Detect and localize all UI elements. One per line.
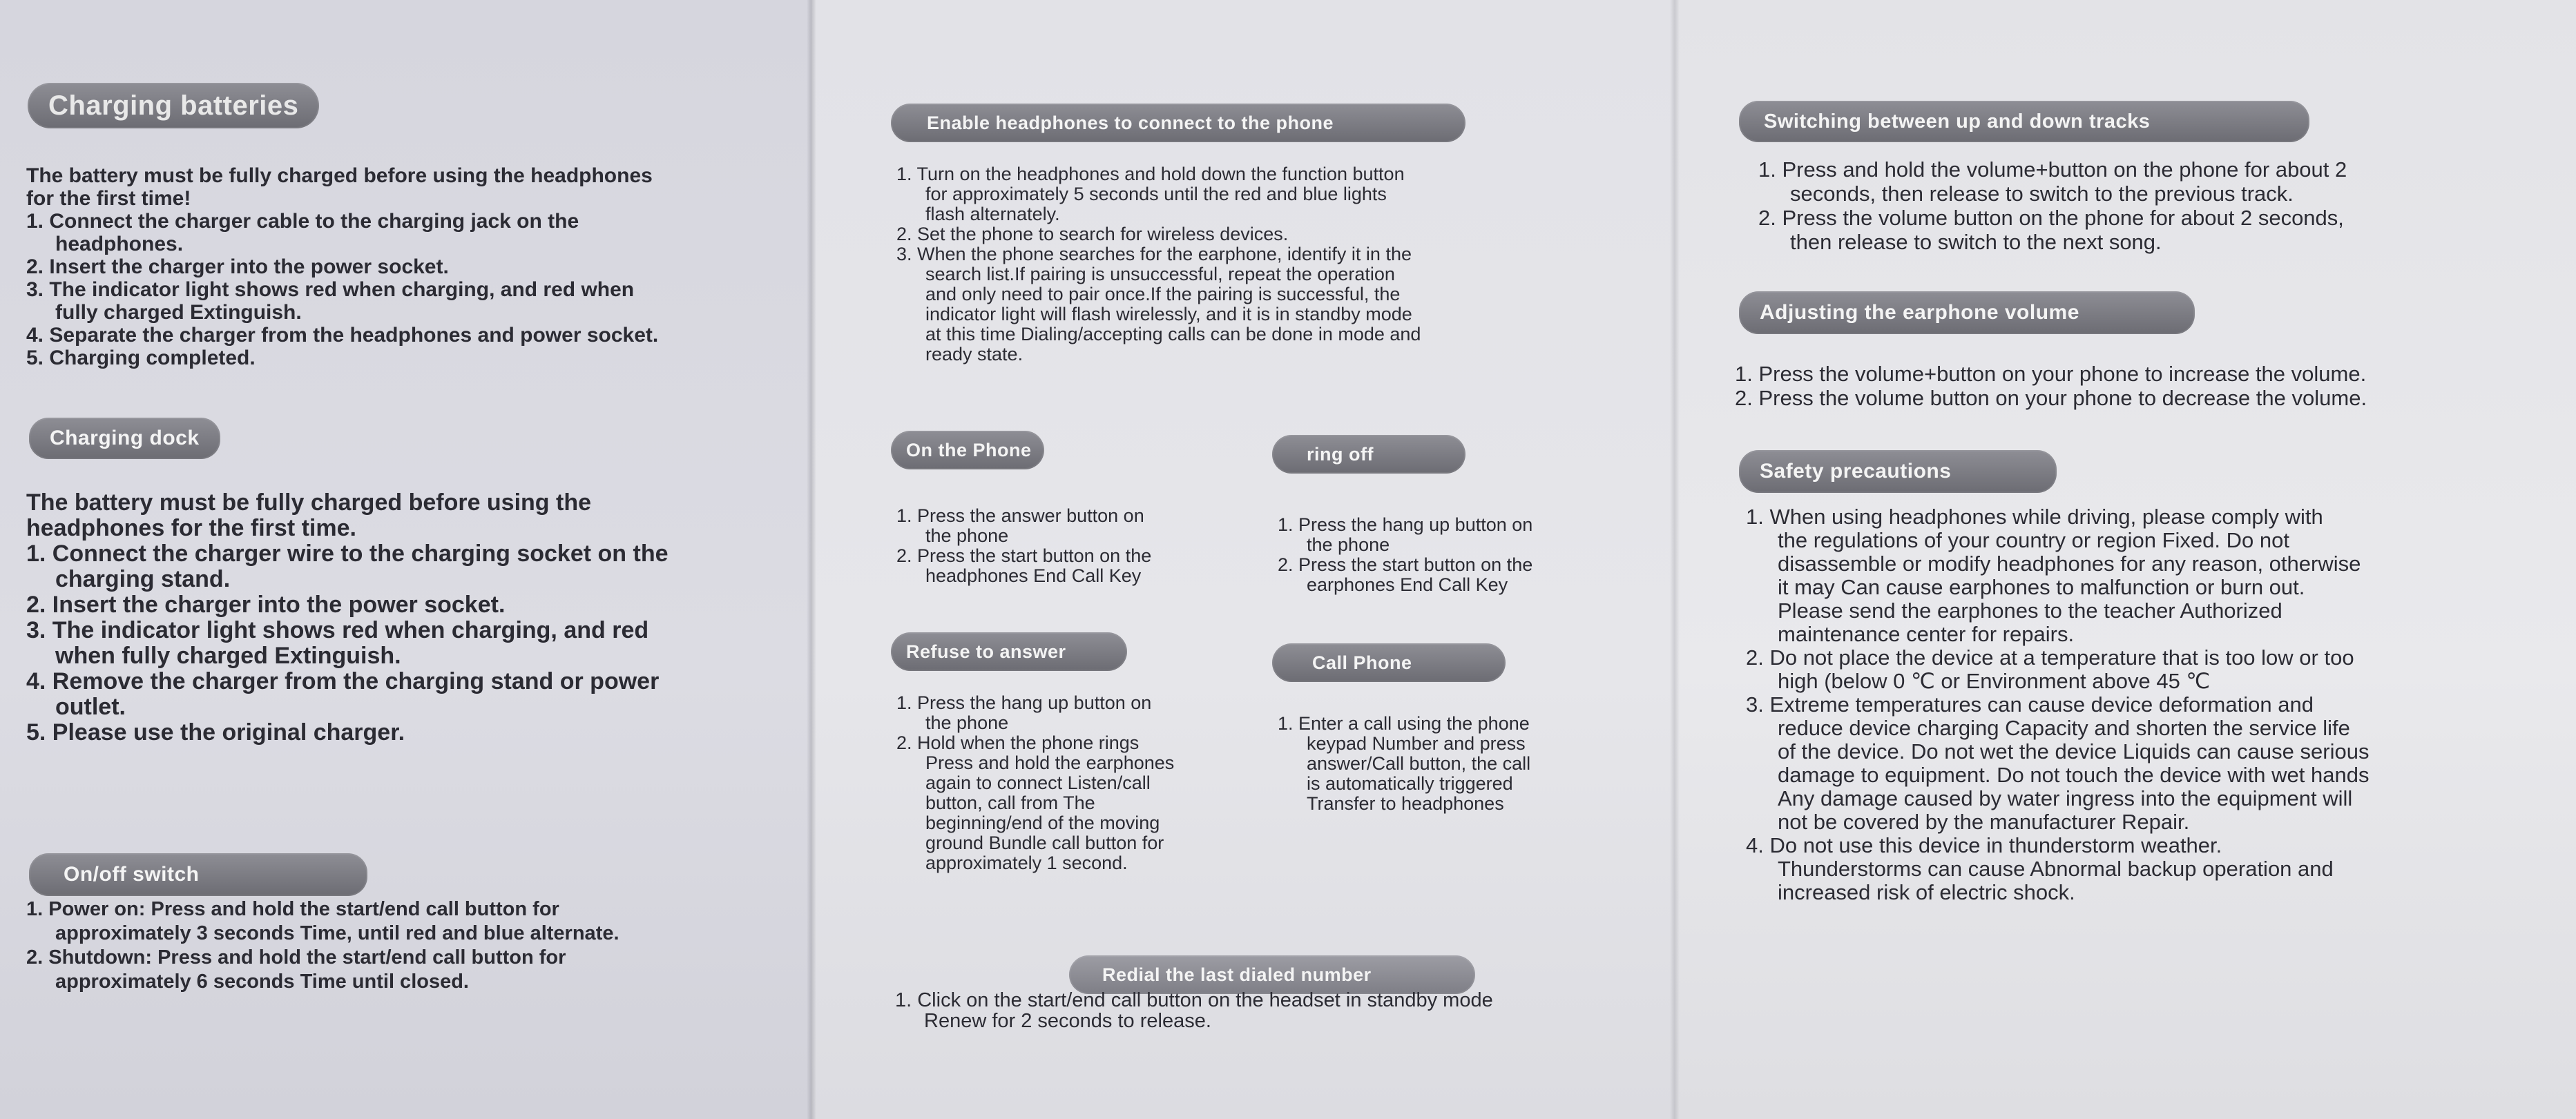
redial-text xyxy=(895,990,1493,1031)
text-line: beginning/end of the moving xyxy=(925,813,1160,833)
text-line: 1. Connect the charger cable to the charging jack on the xyxy=(26,210,579,233)
text-line: fully charged Extinguish. xyxy=(55,301,302,324)
heading-charging-dock: Charging dock xyxy=(29,418,220,459)
text-line: increased risk of electric shock. xyxy=(1778,880,2075,904)
heading-onoff-switch: On/off switch xyxy=(29,853,367,896)
text-line: it may Can cause earphones to malfunction or burn out. xyxy=(1778,575,2305,599)
adjusting-volume-text xyxy=(1735,362,2367,410)
text-line: maintenance center for repairs. xyxy=(1778,622,2075,646)
text-line: search list.If pairing is unsuccessful, repeat the operation xyxy=(925,264,1395,284)
heading-refuse-to-answer: Refuse to answer xyxy=(891,632,1127,671)
heading-enable-headphones: Enable headphones to connect to the phone xyxy=(891,104,1465,142)
text-line: 1. Turn on the headphones and hold down the function button xyxy=(896,164,1405,184)
text-line: 1. Click on the start/end call button on the headset in standby mode xyxy=(895,989,1493,1011)
text-line: the regulations of your country or region Fixed. Do not xyxy=(1778,528,2289,552)
text-line: Press and hold the earphones xyxy=(925,752,1175,773)
text-line: 4. Remove the charger from the charging stand or power xyxy=(26,668,660,694)
text-line: reduce device charging Capacity and shorten the service life xyxy=(1778,716,2350,740)
text-line: 4. Separate the charger from the headphones and power socket. xyxy=(26,324,659,347)
text-line: The battery must be fully charged before using the headphones xyxy=(26,164,653,187)
text-line: headphones for the first time. xyxy=(26,515,356,541)
text-line: 3. The indicator light shows red when charging, and red xyxy=(26,617,649,643)
text-line: headphones. xyxy=(55,233,184,255)
text-line: ready state. xyxy=(925,344,1023,364)
heading-redial: Redial the last dialed number xyxy=(1069,955,1475,994)
text-line: keypad Number and press xyxy=(1307,733,1526,754)
text-line: 2. Hold when the phone rings xyxy=(896,732,1140,753)
charging-dock-text xyxy=(26,490,669,746)
text-line: 2. Press the start button on the xyxy=(896,545,1152,566)
text-line: damage to equipment. Do not touch the device with wet hands xyxy=(1778,763,2370,787)
ring-off-text xyxy=(1278,515,1532,595)
page-fold-right xyxy=(1670,0,1680,1119)
heading-charging-batteries: Charging batteries xyxy=(28,83,319,128)
text-line: 1. Press the volume+button on your phone to increase the volume. xyxy=(1735,362,2367,386)
text-line: Any damage caused by water ingress into the equipment will xyxy=(1778,786,2353,810)
text-line: 4. Do not use this device in thunderstorm weather. xyxy=(1746,833,2222,857)
text-line: the phone xyxy=(925,712,1009,733)
text-line: answer/Call button, the call xyxy=(1307,753,1531,774)
text-line: when fully charged Extinguish. xyxy=(55,643,401,669)
page-fold-left xyxy=(807,0,816,1119)
text-line: for the first time! xyxy=(26,187,191,210)
text-line: for approximately 5 seconds until the red and blue lights xyxy=(925,184,1387,204)
text-line: 5. Charging completed. xyxy=(26,347,256,369)
call-phone-text xyxy=(1278,714,1530,814)
text-line: 3. When the phone searches for the earphone, identify it in the xyxy=(896,244,1412,264)
text-line: disassemble or modify headphones for any reason, otherwise xyxy=(1778,552,2361,576)
text-line: 2. Press the volume button on the phone for about 2 seconds, xyxy=(1758,206,2344,230)
heading-safety: Safety precautions xyxy=(1739,450,2057,493)
text-line: indicator light will flash wirelessly, and it is in standby mode xyxy=(925,304,1412,324)
text-line: 1. Power on: Press and hold the start/end call button for xyxy=(26,898,559,920)
text-line: not be covered by the manufacturer Repair. xyxy=(1778,810,2190,834)
text-line: and only need to pair once.If the pairing is successful, the xyxy=(925,284,1401,304)
text-line: ground Bundle call button for xyxy=(925,833,1164,853)
text-line: approximately 3 seconds Time, until red and blue alternate. xyxy=(55,922,619,944)
text-line: approximately 6 seconds Time until closed. xyxy=(55,971,469,993)
text-line: seconds, then release to switch to the previous track. xyxy=(1790,182,2294,206)
text-line: flash alternately. xyxy=(925,204,1060,224)
text-line: Thunderstorms can cause Abnormal backup operation and xyxy=(1778,857,2334,881)
text-line: 1. Press the hang up button on xyxy=(1278,514,1533,535)
text-line: 1. When using headphones while driving, please comply with xyxy=(1746,505,2323,529)
text-line: of the device. Do not wet the device Liquids can cause serious xyxy=(1778,739,2370,763)
text-line: 1. Press the answer button on xyxy=(896,505,1144,526)
text-line: 3. The indicator light shows red when charging, and red when xyxy=(26,278,635,301)
text-line: 1. Connect the charger wire to the charging socket on the xyxy=(26,541,669,567)
text-line: 1. Press and hold the volume+button on the phone for about 2 xyxy=(1758,157,2347,182)
text-line: at this time Dialing/accepting calls can be done in mode and xyxy=(925,324,1421,344)
text-line: approximately 1 second. xyxy=(925,853,1128,873)
text-line: then release to switch to the next song. xyxy=(1790,230,2162,254)
text-line: 1. Enter a call using the phone xyxy=(1278,713,1530,734)
text-line: The battery must be fully charged before using the xyxy=(26,489,592,516)
heading-call-phone: Call Phone xyxy=(1272,643,1506,682)
heading-adjusting-volume: Adjusting the earphone volume xyxy=(1739,291,2195,334)
text-line: high (below 0 ℃ or Environment above 45 ℃ xyxy=(1778,669,2211,693)
text-line: 5. Please use the original charger. xyxy=(26,719,405,746)
heading-ring-off: ring off xyxy=(1272,435,1465,474)
heading-on-the-phone: On the Phone xyxy=(891,431,1044,469)
text-line: the phone xyxy=(925,525,1009,546)
refuse-to-answer-text xyxy=(896,693,1174,873)
heading-switching-tracks: Switching between up and down tracks xyxy=(1739,101,2309,142)
text-line: 1. Press the hang up button on xyxy=(896,692,1152,713)
on-the-phone-text xyxy=(896,506,1151,586)
text-line: earphones End Call Key xyxy=(1307,574,1508,595)
text-line: Please send the earphones to the teacher Authorized xyxy=(1778,599,2282,623)
text-line: is automatically triggered xyxy=(1307,773,1513,794)
text-line: button, call from The xyxy=(925,792,1095,813)
text-line: 2. Insert the charger into the power socket. xyxy=(26,592,506,618)
text-line: 2. Press the start button on the xyxy=(1278,554,1533,575)
text-line: again to connect Listen/call xyxy=(925,772,1151,793)
charging-batteries-text xyxy=(26,164,658,369)
text-line: 3. Extreme temperatures can cause device deformation and xyxy=(1746,692,2314,717)
text-line: 2. Insert the charger into the power socket. xyxy=(26,255,449,278)
text-line: 2. Set the phone to search for wireless devices. xyxy=(896,224,1289,244)
text-line: the phone xyxy=(1307,534,1390,555)
text-line: 2. Press the volume button on your phone to decrease the volume. xyxy=(1735,386,2367,410)
safety-text xyxy=(1746,505,2369,904)
text-line: headphones End Call Key xyxy=(925,565,1142,586)
text-line: charging stand. xyxy=(55,566,231,592)
text-line: 2. Shutdown: Press and hold the start/end call button for xyxy=(26,946,566,969)
onoff-switch-text xyxy=(26,897,619,994)
text-line: Transfer to headphones xyxy=(1307,793,1504,814)
switching-tracks-text xyxy=(1758,157,2347,254)
text-line: outlet. xyxy=(55,694,126,720)
text-line: Renew for 2 seconds to release. xyxy=(924,1010,1211,1032)
text-line: 2. Do not place the device at a temperature that is too low or too xyxy=(1746,645,2354,670)
enable-headphones-text xyxy=(896,164,1421,364)
